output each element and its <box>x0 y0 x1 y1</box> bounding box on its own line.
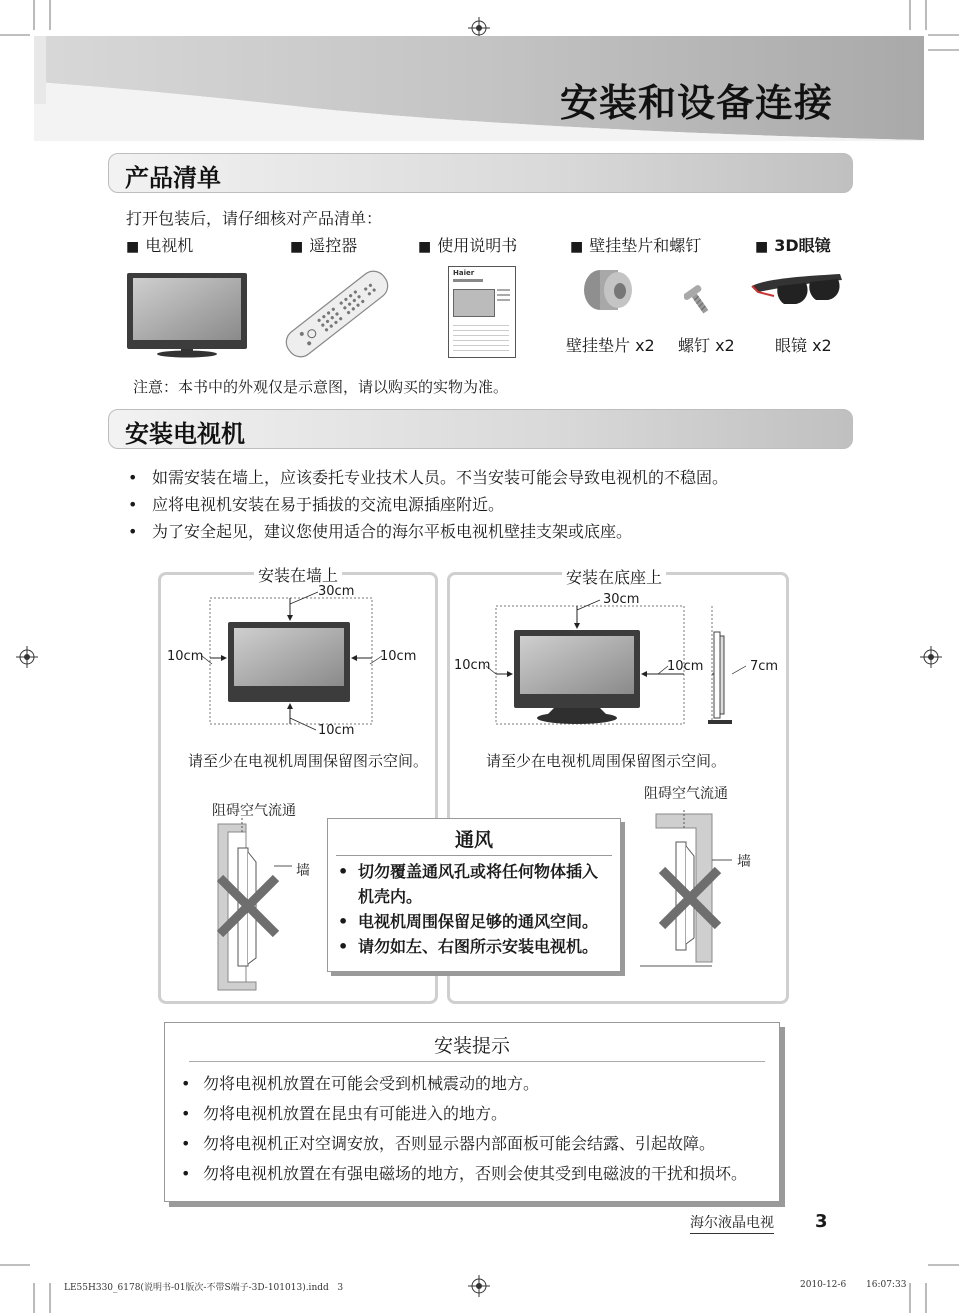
square-bullet-icon: ■ <box>755 239 769 255</box>
clearance-bottom-label: 10cm <box>318 723 355 738</box>
clearance-top-label: 30cm <box>603 592 640 607</box>
square-bullet-icon: ■ <box>570 239 584 255</box>
square-bullet-icon: ■ <box>290 239 304 255</box>
square-bullet-icon: ■ <box>126 239 140 255</box>
wrong-stand-install-diagram <box>636 806 766 972</box>
installation-tips-box <box>164 1022 780 1202</box>
appearance-note: 注意：本书中的外观仅是示意图，请以购买的实物为准。 <box>133 378 509 396</box>
wall-label: 墙 <box>737 854 751 870</box>
wall-spacer-icon <box>580 266 638 320</box>
clearance-side-label: 7cm <box>750 659 779 674</box>
item-mount-label: ■ 壁挂垫片和螺钉 <box>570 236 702 255</box>
section-title: 产品清单 <box>125 164 221 192</box>
page-number: 3 <box>815 1211 828 1232</box>
list-item: • 应将电视机安装在易于插拔的交流电源插座附近。 <box>128 491 828 518</box>
footer-brand: 海尔液晶电视 <box>690 1212 774 1234</box>
clearance-note: 请至少在电视机周围保留图示空间。 <box>486 752 727 770</box>
spacer-caption: 壁挂垫片 x2 <box>566 336 655 355</box>
tips-list <box>181 1069 747 1189</box>
section-header-install-tv <box>108 409 853 449</box>
list-item: • 如需安装在墙上，应该委托专业技术人员。不当安装可能会导致电视机的不稳固。 <box>128 464 828 491</box>
ventilation-box <box>327 818 621 972</box>
wall-mount-clearance-diagram <box>160 590 430 740</box>
list-item: • 切勿覆盖通风孔或将任何物体插入 机壳内。 <box>338 862 599 906</box>
glasses-caption: 眼镜 x2 <box>775 336 832 355</box>
manual-brand: Haier <box>453 269 475 277</box>
clearance-right-label: 10cm <box>380 649 417 664</box>
footer-date: 2010-12-6 <box>800 1280 847 1290</box>
clearance-left-label: 10cm <box>454 658 491 673</box>
tv-icon <box>126 272 248 358</box>
clearance-left-label: 10cm <box>167 649 204 664</box>
item-glasses-label: ■ 3D眼镜 <box>755 236 831 255</box>
list-item: • 勿将电视机放置在可能会受到机械震动的地方。 <box>181 1069 747 1099</box>
list-item: • 请勿如左、右图所示安装电视机。 <box>338 937 599 956</box>
footer-filename: LE55H330_6178(说明书-01版次-不带S端子-3D-101013).indd 3 <box>64 1283 344 1293</box>
section-header-product-list <box>108 153 853 193</box>
list-item: • 勿将电视机放置在有强电磁场的地方，否则会使其受到电磁波的干扰和损坏。 <box>181 1159 747 1189</box>
manual-book-icon <box>448 266 516 358</box>
page-title: 安装和设备连接 <box>560 81 834 125</box>
list-item: • 电视机周围保留足够的通风空间。 <box>338 912 599 931</box>
screw-caption: 螺钉 x2 <box>678 336 735 355</box>
intro-text: 打开包装后，请仔细核对产品清单： <box>126 209 383 228</box>
list-item: • 为了安全起见，建议您使用适合的海尔平板电视机壁挂支架或底座。 <box>128 518 828 545</box>
list-item: • 勿将电视机放置在昆虫有可能进入的地方。 <box>181 1099 747 1129</box>
stand-clearance-diagram <box>450 594 780 734</box>
screw-icon <box>684 282 716 318</box>
blocked-airflow-label: 阻碍空气流通 <box>644 786 728 802</box>
ventilation-title: 通风 <box>454 829 493 851</box>
3d-glasses-icon <box>748 270 844 316</box>
clearance-note: 请至少在电视机周围保留图示空间。 <box>188 752 429 770</box>
item-remote-label: ■ 遥控器 <box>290 236 358 255</box>
square-bullet-icon: ■ <box>418 239 432 255</box>
remote-control-icon <box>283 268 391 360</box>
clearance-top-label: 30cm <box>318 584 355 599</box>
panel-title: 安装在底座上 <box>562 565 666 588</box>
item-tv-label: ■ 电视机 <box>126 236 194 255</box>
wall-label: 墙 <box>296 863 310 879</box>
panel-title: 安装在墙上 <box>254 563 342 586</box>
list-item: • 勿将电视机正对空调安放，否则显示器内部面板可能会结露、引起故障。 <box>181 1129 747 1159</box>
blocked-airflow-label: 阻碍空气流通 <box>212 803 296 819</box>
section-title: 安装电视机 <box>125 420 245 448</box>
item-manual-label: ■ 使用说明书 <box>418 236 518 255</box>
tips-title: 安装提示 <box>433 1035 510 1057</box>
install-bullets <box>128 464 828 545</box>
footer-time: 16:07:33 <box>866 1280 907 1290</box>
clearance-right-label: 10cm <box>667 659 704 674</box>
wrong-wall-install-diagram <box>206 818 316 996</box>
